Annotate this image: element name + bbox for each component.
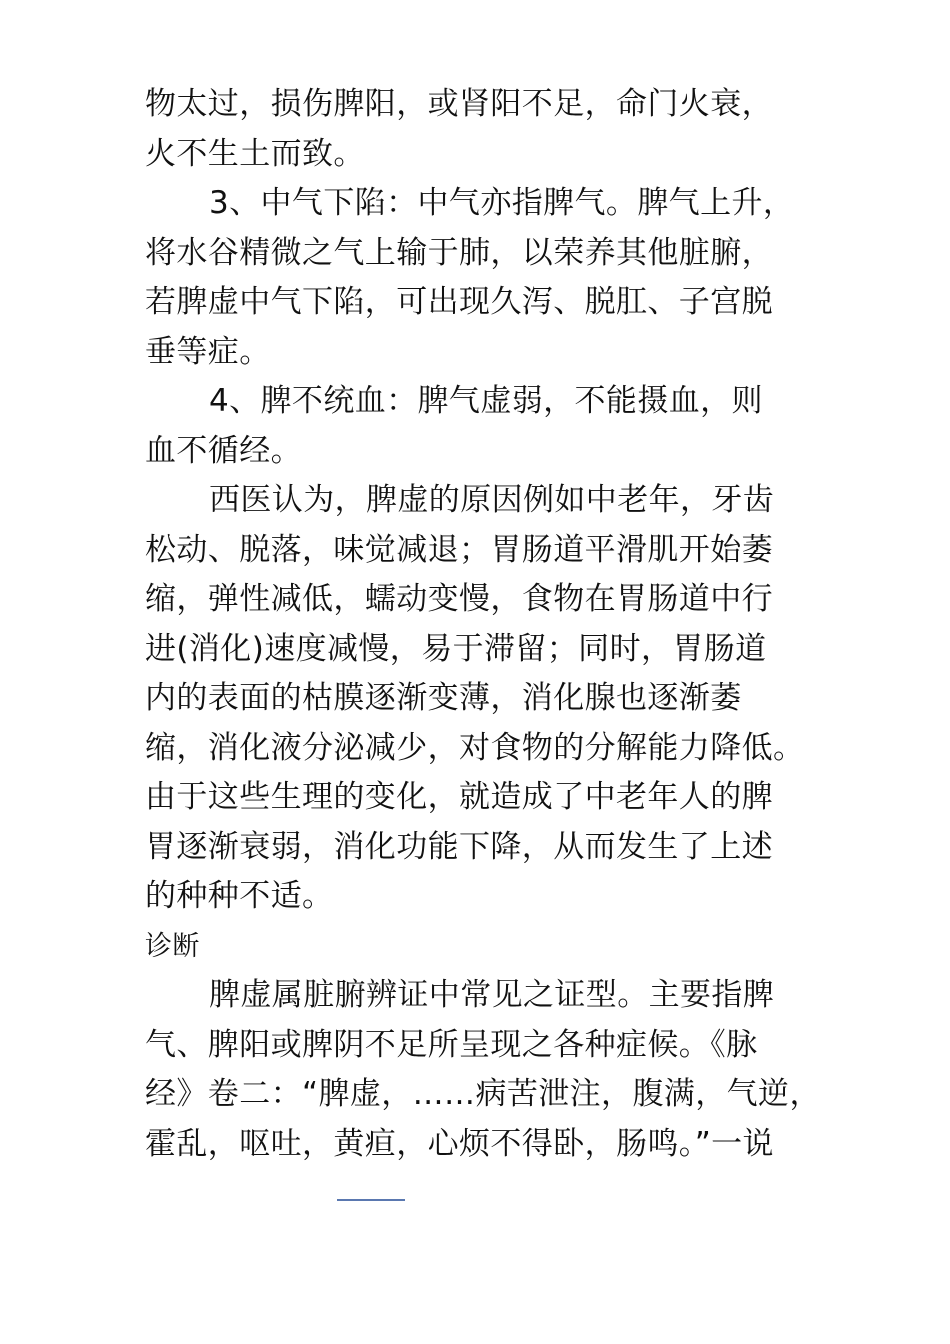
text-line: 由于这些生理的变化，就造成了中老年人的脾 xyxy=(145,779,773,815)
text-line: 血不循经。 xyxy=(145,432,302,469)
text-line: 将水谷精微之气上输于肺，以荣养其他脏腑， xyxy=(145,234,773,271)
text-line: 霍乱，呕吐，黄疸，心烦不得卧，肠鸣。”一说 xyxy=(145,1125,774,1162)
text-line: 经》卷二：“脾虚，……病苦泄注，腹满，气逆， xyxy=(145,1076,821,1112)
text-line: 火不生土而致。 xyxy=(145,135,365,172)
text-line: 西医认为，脾虚的原因例如中老年，牙齿 xyxy=(209,482,775,518)
section-heading: 诊断 xyxy=(145,930,200,962)
text-line: 胃逐渐衰弱，消化功能下降，从而发生了上述 xyxy=(145,828,773,865)
text-line: 的种种不适。 xyxy=(145,878,334,914)
link-underline[interactable] xyxy=(337,1199,405,1201)
text-line: 若脾虚中气下陷，可出现久泻、脱肛、子宫脱 xyxy=(145,284,773,320)
text-line: 松动、脱落，味觉减退；胃肠道平滑肌开始萎 xyxy=(145,531,773,568)
text-line: 缩，弹性减低，蠕动变慢，食物在胃肠道中行 xyxy=(145,581,773,617)
text-line: 4、脾不统血：脾气虚弱，不能摄血，则 xyxy=(209,383,763,419)
text-line: 气、脾阳或脾阴不足所呈现之各种症候。《脉 xyxy=(145,1026,758,1063)
document-body xyxy=(145,80,821,1169)
text-line: 垂等症。 xyxy=(145,333,271,370)
text-line: 进(消化)速度减慢，易于滞留；同时，胃肠道 xyxy=(145,630,767,667)
text-line: 物太过，损伤脾阳，或肾阳不足，命门火衰， xyxy=(145,86,773,122)
text-line: 3、中气下陷：中气亦指脾气。脾气上升， xyxy=(209,185,795,221)
text-line: 脾虚属脏腑辨证中常见之证型。主要指脾 xyxy=(209,977,775,1013)
text-line: 内的表面的枯膜逐渐变薄，消化腺也逐渐萎 xyxy=(145,680,742,716)
text-line: 缩，消化液分泌减少，对食物的分解能力降低。 xyxy=(145,729,805,766)
